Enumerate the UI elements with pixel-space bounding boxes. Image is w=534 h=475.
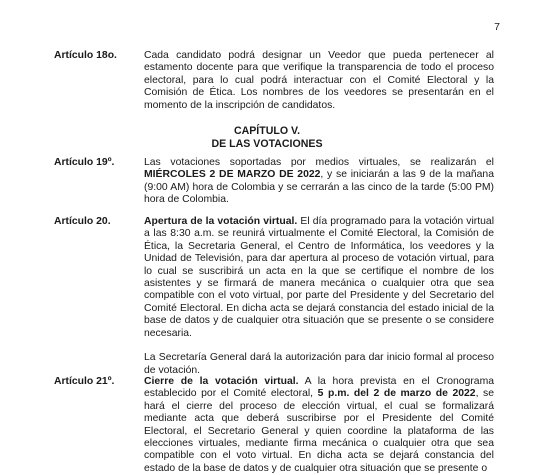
article-20 (54, 216, 494, 377)
article-text-segment: A la hora prevista en el Cronograma establecido por el Comité electoral, (144, 376, 495, 400)
article-label: Artículo 18o. (54, 50, 117, 61)
chapter-heading (0, 125, 534, 150)
article-title: Cierre de la votación virtual. (144, 376, 299, 387)
article-label: Artículo 19º. (54, 157, 115, 168)
article-paragraph (144, 216, 494, 340)
article-text-segment: , se hará el cierre del proceso de elección virtual, el cual se formalizará mediante acta que deberá suscribirse por el Presidente del Comité Electoral, el Secretario General y quien coordine la plataforma de las elecciones virtuales, mediante firma mecánica o cualquier otra que sea compatible con el voto virtual. En dicha acta se dejará constancia del estado de la base de datos y de cualquier otra situación que se presente o (144, 388, 494, 474)
article-text-segment: , y se iniciarán a las 9 de la mañana (9:00 AM) hora de Colombia y se cerrarán a las cinco de la tarde (5:00 PM) hora de Colombia. (144, 169, 494, 206)
article-18 (54, 50, 494, 112)
election-date: MIÉRCOLES 2 DE MARZO DE 2022 (144, 169, 321, 181)
article-text (144, 216, 494, 377)
chapter-number: CAPÍTULO V. (233, 125, 301, 137)
article-text (144, 157, 494, 207)
closing-time: 5 p.m. del 2 de marzo de 2022 (317, 388, 476, 400)
article-paragraph (144, 376, 494, 475)
article-text-segment: El día programado para la votación virtual a las 8:30 a.m. se reunirá virtualmente el Comité Electoral, la Comisión de Ética, la Secretaria General, el Centro de Informática, los veedores y la Unidad de Televisión, para dar apertura al proceso de votación virtual, para lo cual se suscribirá un acta en la que se certifique el nombre de los asistentes y se firmará de manera mecánica o cualquier otra que sea compatible con el voto virtual, por parte del Presidente y del Secretario del Comité Electoral. En dicha acta se dejará constancia del estado inicial de la base de datos y de cualquier otra situación que se presente o se considere necesaria. (144, 216, 494, 339)
page-number: 7 (494, 21, 500, 33)
article-label: Artículo 21º. (54, 376, 115, 387)
article-paragraph: La Secretaría General dará la autorización para dar inicio formal al proceso de votación. (144, 352, 494, 376)
article-title: Apertura de la votación virtual. (144, 216, 298, 227)
chapter-title: DE LAS VOTACIONES (211, 137, 323, 150)
article-text (144, 376, 494, 475)
article-21 (54, 376, 494, 475)
article-text-segment: Las votaciones soportadas por medios virtuales, se realizarán el (144, 157, 494, 168)
article-paragraph: Cada candidato podrá designar un Veedor que pueda pertenecer al estamento docente para que verifique la transparencia de todo el proceso electoral, para lo cual podrá interactuar con el Comité Electoral y la Comisión de Ética. Los nombres de los veedores se presentarán en el momento de la inscripción de candidatos. (144, 50, 494, 111)
article-text (144, 50, 494, 112)
article-paragraph (144, 157, 494, 207)
article-label: Artículo 20. (54, 216, 111, 227)
article-19 (54, 157, 494, 207)
